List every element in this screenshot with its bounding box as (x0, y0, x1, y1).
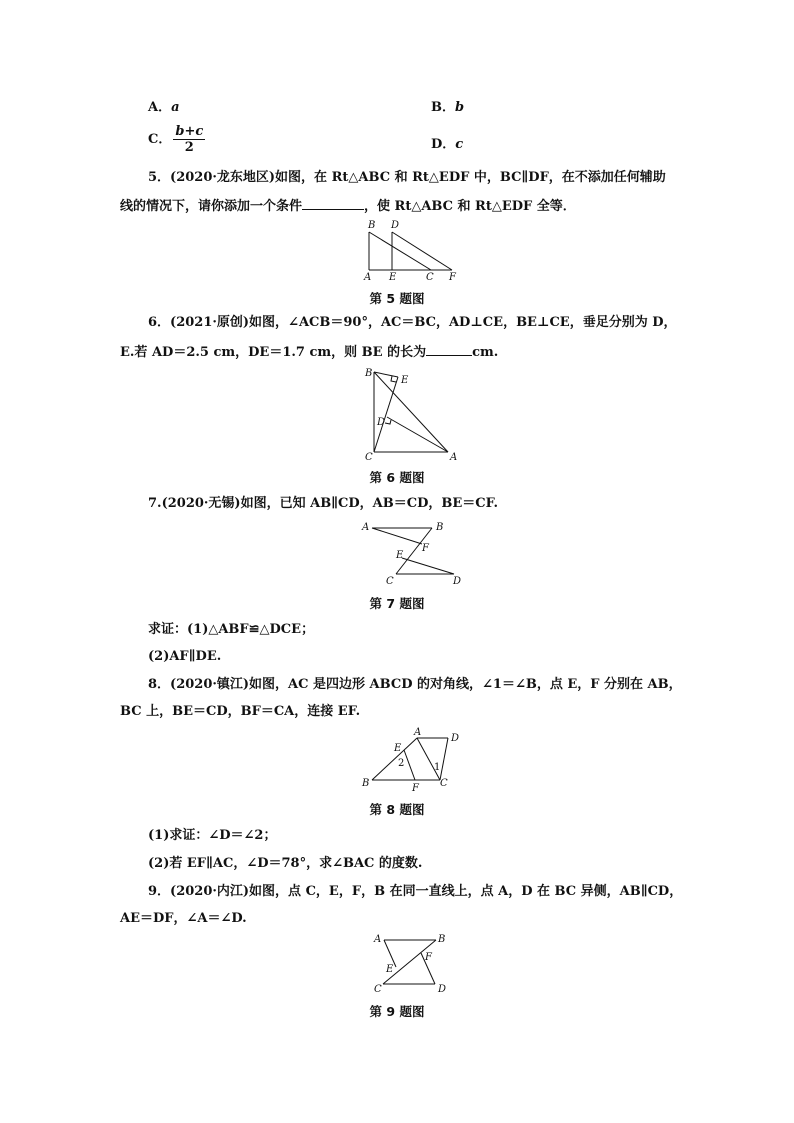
q5-caption: 第 5 题图 (369, 291, 425, 306)
label-d: D (451, 733, 460, 744)
q6-text-line1: 6．(2021·原创)如图，∠ACB＝90°，AC＝BC，AD⊥CE，BE⊥CE，垂足分别为 D， (148, 315, 677, 330)
label-b: B (365, 368, 373, 379)
label-a: A (450, 452, 458, 462)
label-f: F (449, 272, 456, 282)
q7-text-line1: 7.(2020·无锡)如图，已知 AB∥CD，AB＝CD，BE＝CF. (148, 496, 499, 511)
label-a: A (374, 934, 382, 945)
label-d: D (438, 984, 447, 995)
q8-part1: (1)求证：∠D＝∠2； (148, 828, 277, 843)
label-c: C (365, 452, 373, 462)
q8-text-line1: 8．(2020·镇江)如图，AC 是四边形 ABCD 的对角线，∠1＝∠B，点 E，F 分别在 AB， (148, 677, 682, 692)
q9-caption: 第 9 题图 (369, 1004, 425, 1019)
label-f: F (425, 952, 432, 963)
label-b: B (362, 778, 370, 789)
label-c: C (386, 576, 394, 587)
label-c: C (426, 272, 434, 282)
answer-blank (302, 196, 364, 210)
option-a: A．a (148, 100, 180, 115)
fraction: $\frac{b+c}{2}$ (175, 124, 204, 155)
label-b: B (438, 934, 446, 945)
label-a: A (362, 522, 370, 533)
q6-caption: 第 6 题图 (369, 470, 425, 485)
q6-figure (360, 364, 460, 462)
q8-text-line2: BC 上，BE＝CD，BF＝CA，连接 EF. (120, 704, 361, 719)
q8-part2: (2)若 EF∥AC，∠D＝78°，求∠BAC 的度数. (148, 856, 423, 871)
q9-text-line1: 9．(2020·内江)如图，点 C，E，F，B 在同一直线上，点 A，D 在 BC 异侧，AB∥CD， (148, 884, 683, 899)
option-c: C． $\frac{b+c}{2}$ (148, 124, 204, 155)
option-d: D．c (431, 137, 464, 152)
label-c: C (374, 984, 382, 995)
q7-part2: (2)AF∥DE. (148, 649, 222, 664)
label-c: C (440, 778, 448, 789)
label-d: D (391, 220, 400, 231)
answer-blank (426, 342, 472, 356)
q7-figure (356, 518, 466, 590)
q5-figure (360, 218, 470, 282)
label-d: D (453, 576, 462, 587)
q7-part1: 求证：(1)△ABF≌△DCE； (148, 622, 315, 637)
option-b: B．b (431, 100, 465, 115)
label-f: F (422, 543, 429, 554)
label-a: A (414, 727, 422, 738)
label-e: E (386, 964, 394, 975)
label-b: B (368, 220, 376, 231)
label-e: E (401, 375, 409, 386)
q6-text-line2: E.若 AD＝2.5 cm，DE＝1.7 cm，则 BE 的长为 cm. (120, 342, 498, 362)
q9-text-line2: AE＝DF，∠A＝∠D. (120, 911, 247, 926)
angle-1-label: 1 (434, 762, 441, 773)
angle-2-label: 2 (398, 758, 405, 769)
label-e: E (396, 550, 404, 561)
q8-caption: 第 8 题图 (369, 802, 425, 817)
q5-text-line1: 5．(2020·龙东地区)如图，在 Rt△ABC 和 Rt△EDF 中，BC∥DF，在不添加任何辅助 (148, 170, 666, 185)
q8-figure (356, 724, 466, 796)
label-d: D (377, 417, 386, 428)
label-e: E (389, 272, 397, 282)
label-f: F (412, 783, 419, 794)
label-a: A (364, 272, 372, 282)
q5-text-line2: 线的情况下，请你添加一个条件 ，使 Rt△ABC 和 Rt△EDF 全等． (120, 196, 576, 216)
q9-figure (366, 931, 456, 997)
label-e: E (394, 743, 402, 754)
label-b: B (436, 522, 444, 533)
q7-caption: 第 7 题图 (369, 596, 425, 611)
